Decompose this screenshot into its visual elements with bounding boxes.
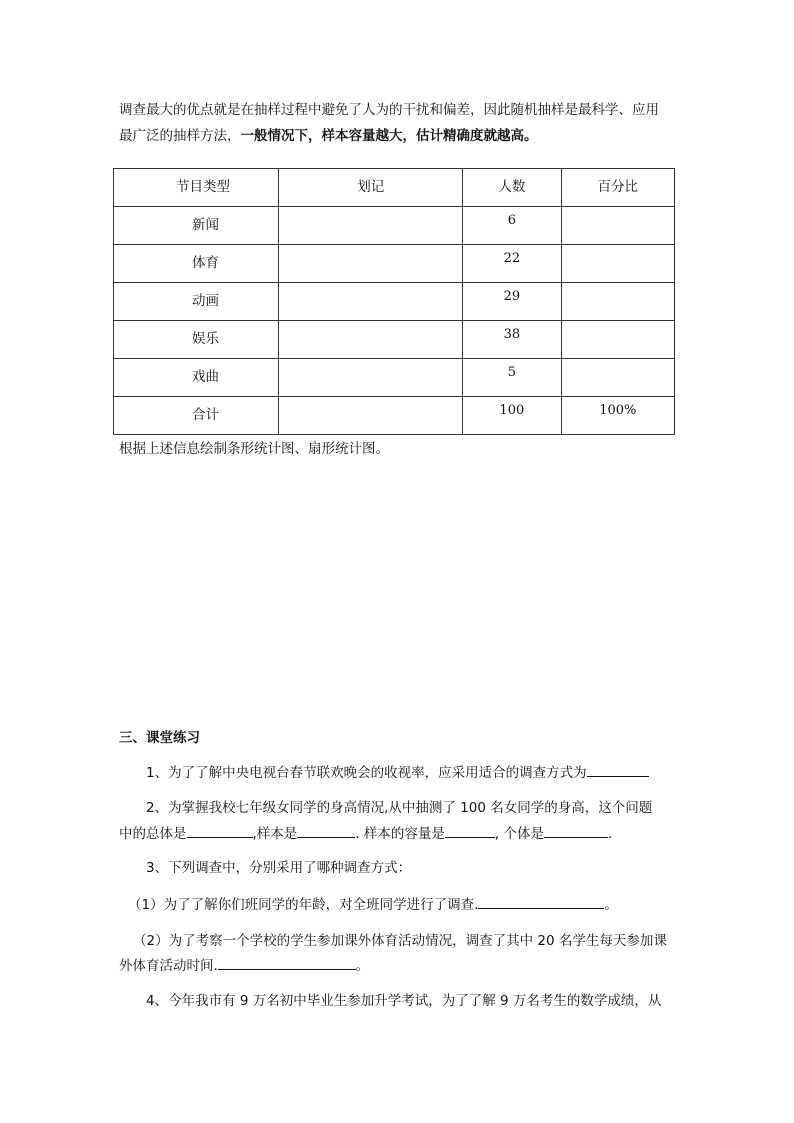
answer-blank[interactable] (445, 823, 495, 838)
cell-type: 体育 (114, 245, 279, 283)
cell-type: 动画 (114, 283, 279, 321)
table-row (114, 283, 675, 321)
cell-count: 22 (463, 245, 561, 283)
table-row (114, 207, 675, 245)
intro-line-1: 调查最大的优点就是在抽样过程中避免了人为的干扰和偏差，因此随机抽样是最科学、应用 (119, 102, 659, 118)
cell-type: 娱乐 (114, 321, 279, 359)
answer-blank[interactable] (187, 823, 253, 838)
question-4: 4、今年我市有 9 万名初中毕业生参加升学考试，为了了解 9 万名考生的数学成绩，从 (146, 993, 662, 1009)
q3-2-end: 。 (355, 958, 370, 974)
cell-percent (561, 207, 674, 245)
q2-total-label: 中的总体是 (119, 826, 187, 842)
cell-count: 29 (463, 283, 561, 321)
header-count: 人数 (463, 169, 561, 207)
cell-percent (561, 359, 674, 397)
answer-blank[interactable] (218, 955, 356, 970)
cell-type: 戏曲 (114, 359, 279, 397)
cell-type: 新闻 (114, 207, 279, 245)
q3-1-text: （1）为了了解你们班同学的年龄，对全班同学进行了调查. (128, 897, 479, 913)
table-row (114, 321, 675, 359)
intro-paragraph (119, 97, 679, 149)
cell-tally (279, 359, 463, 397)
chart-instruction: 根据上述信息绘制条形统计图、扇形统计图。 (119, 441, 389, 457)
cell-tally (279, 245, 463, 283)
question-3-2-line-1: （2）为了考察一个学校的学生参加课外体育活动情况，调查了其中 20 名学生每天参加课 (133, 933, 667, 949)
table-total-row (114, 397, 675, 435)
cell-count: 5 (463, 359, 561, 397)
header-percent: 百分比 (561, 169, 674, 207)
section-heading: 三、课堂练习 (119, 730, 200, 746)
cell-tally (279, 207, 463, 245)
answer-blank[interactable] (587, 762, 649, 777)
question-1-text: 1、为了了解中央电视台春节联欢晚会的收视率，应采用适合的调查方式为 (146, 765, 587, 781)
header-program-type: 节目类型 (114, 169, 279, 207)
cell-percent: 100% (561, 397, 674, 435)
q3-2-text: 外体育活动时间. (119, 958, 218, 974)
cell-tally (279, 321, 463, 359)
q2-sample-label: ,样本是 (252, 826, 298, 842)
header-tally: 划记 (279, 169, 463, 207)
q2-end: . (607, 826, 613, 842)
question-2-line-1: 2、为掌握我校七年级女同学的身高情况,从中抽测了 100 名女同学的身高，这个问题 (146, 800, 653, 816)
q2-individual-label: , 个体是 (494, 826, 544, 842)
cell-percent (561, 245, 674, 283)
question-3-1 (128, 894, 618, 916)
q3-1-end: 。 (604, 897, 618, 913)
cell-count: 6 (463, 207, 561, 245)
question-1 (146, 762, 649, 784)
question-3: 3、下列调查中，分别采用了哪种调查方式： (146, 860, 412, 876)
cell-percent (561, 321, 674, 359)
table-row (114, 359, 675, 397)
cell-count: 100 (463, 397, 561, 435)
intro-bold-conclusion: 一般情况下，样本容量越大，估计精确度就越高。 (240, 128, 538, 144)
question-2-line-2 (119, 823, 612, 845)
cell-count: 38 (463, 321, 561, 359)
question-3-2-line-2 (119, 955, 369, 977)
cell-tally (279, 397, 463, 435)
answer-blank[interactable] (297, 823, 355, 838)
table-header-row (114, 169, 675, 207)
intro-line-2: 最广泛的抽样方法， (119, 128, 241, 144)
q2-sample-size-label: . 样本的容量是 (355, 826, 445, 842)
answer-blank[interactable] (478, 894, 604, 909)
answer-blank[interactable] (544, 823, 608, 838)
table-row (114, 245, 675, 283)
program-type-table (113, 168, 675, 435)
cell-type: 合计 (114, 397, 279, 435)
cell-percent (561, 283, 674, 321)
cell-tally (279, 283, 463, 321)
